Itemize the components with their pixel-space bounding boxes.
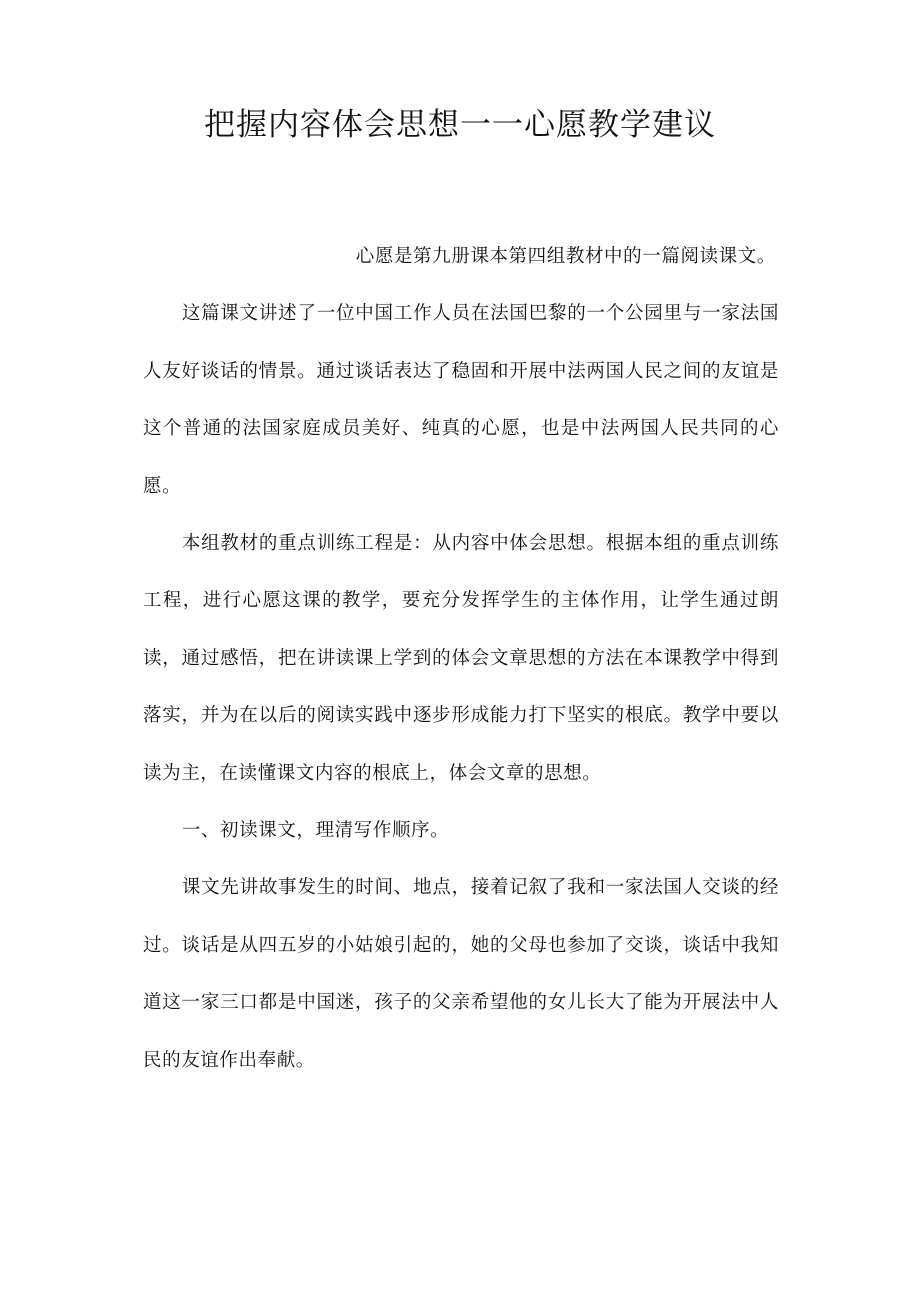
paragraph-intro: 心愿是第九册课本第四组教材中的一篇阅读课文。: [355, 246, 776, 267]
paragraph-story-sequence: 课文先讲故事发生的时间、地点，接着记叙了我和一家法国人交谈的经过。谈话是从四五岁的小姑娘引起的，她的父母也参加了交谈，谈话中我知道这一家三口都是中国迷，孩子的父亲希望他的女儿长大了能为开展法中人民的友谊作出奉献。: [143, 877, 779, 1071]
paragraph-summary: 这篇课文讲述了一位中国工作人员在法国巴黎的一个公园里与一家法国人友好谈话的情景。通过谈话表达了稳固和开展中法两国人民之间的友谊是这个普通的法国家庭成员美好、纯真的心愿，也是中法两国人民共同的心愿。: [143, 303, 779, 497]
section-heading-first-reading: 一、初读课文，理清写作顺序。: [181, 820, 450, 842]
paragraph-training-focus: 本组教材的重点训练工程是：从内容中体会思想。根据本组的重点训练工程，进行心愿这课的教学，要充分发挥学生的主体作用，让学生通过朗读，通过感悟，把在讲读课上学到的体会文章思想的方法在本课教学中得到落实，并为在以后的阅读实践中逐步形成能力打下坚实的根底。教学中要以读为主，在读懂课文内容的根底上，体会文章的思想。: [143, 533, 779, 784]
document-title: 把握内容体会思想一一心愿教学建议: [204, 107, 716, 143]
document-body: [143, 228, 779, 1089]
